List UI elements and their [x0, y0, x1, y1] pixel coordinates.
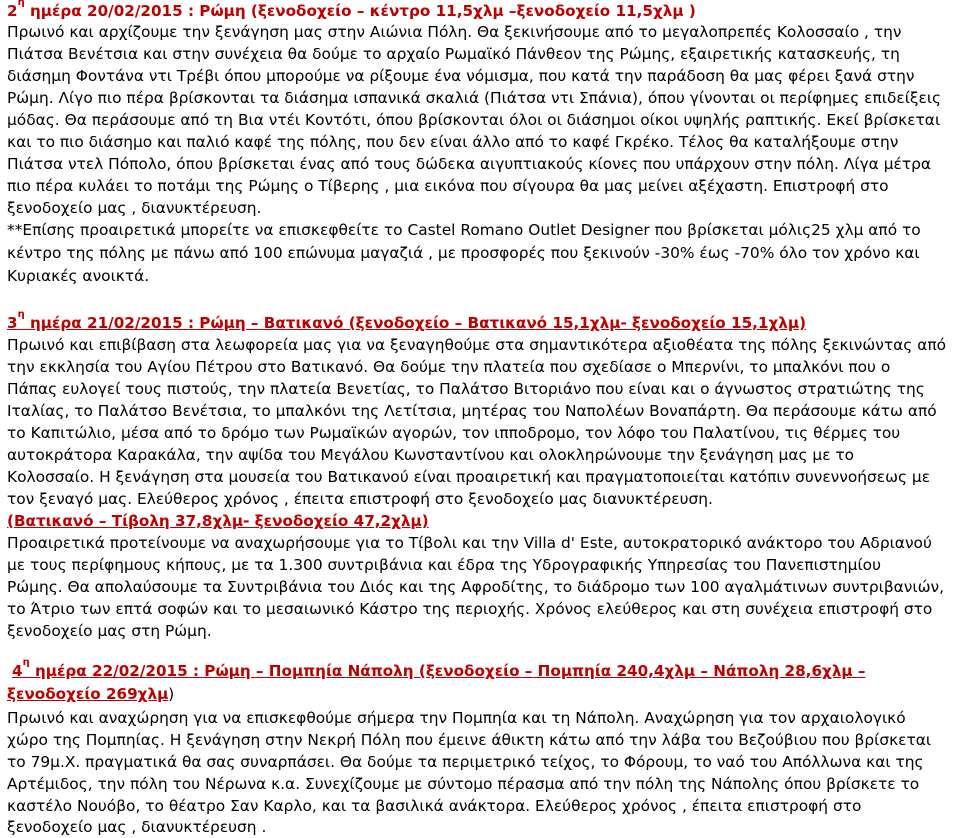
day3-sub-line: με τους περίφημους κήπους, με τα 1.300 συντριβάνια και έδρα της Υδρογραφικής Υπηρεσίας του Πανεπιστημίου [7, 556, 881, 574]
day3-heading [7, 309, 807, 334]
day3-line: τον ξεναγό μας. Ελεύθερος χρόνος , έπειτα επιστροφή στο ξενοδοχείο μας διανυκτέρευση. [7, 490, 713, 508]
day2-line: Πιάτσα Βενέτσια και στην συνέχεια θα δούμε το αρχαίο Ρωμαϊκό Πάνθεον της Ρώμης, εξαιρετικής κατασκευής, τη [7, 45, 900, 63]
day3-sub-line: το Άτριο των επτά σοφών και το μεσαιωνικό Κάστρο της περιοχής. Χρόνος ελεύθερος και στη συνέχεια επιστροφή στο [7, 600, 933, 618]
day2-line: και το πιο διάσημο και παλιό καφέ της πόλης, που δεν είναι άλλο από το καφέ Γκρέκο. Τέλος θα καταλήξουμε στην [7, 133, 899, 151]
day3-line: Ιταλίας, το Παλάτσο Βενέτσια, το μπαλκόνι της Λετίτσια, μητέρας του Ναπολέων Βοναπάρτη. Θα περάσουμε κάτω από [7, 402, 937, 420]
day4-line: Πρωινό και αναχώρηση για να επισκεφθούμε σήμερα την Πομπηία και τη Νάπολη. Αναχώρηση για τον αρχαιολογικό [7, 709, 906, 727]
day2-heading [7, 0, 696, 22]
day4-line: καστέλο Νουόβο, το θέατρο Σαν Καρλο, και τα βασιλικά ανάκτορα. Ελεύθερος χρόνος , έπειτα επιστροφή στο [7, 797, 862, 815]
day4-heading-number: 4 [12, 662, 23, 680]
day3-heading-number: 3 [7, 314, 18, 332]
day3-line: Πάπας ευλογεί τους πιστούς, την πλατεία Βενετίας, το Παλάτσο Βιτοριάνο που είναι και ο άγνωστος στρατιώτης της [7, 380, 925, 398]
day4-heading-sup: η [22, 657, 30, 668]
day3-line: αυτοκράτορα Καρακάλα, την αψίδα του Μεγάλου Κωνσταντίνου και ολοκληρώνουμε την ξενάγηση μας με το [7, 446, 855, 464]
day3-heading-sup: η [17, 309, 25, 320]
day4-line: χώρο της Πομπηίας. Η ξενάγηση στην Νεκρή Πόλη που έμεινε άθικτη κάτω από την λάβα του Βεζούβιου που βρίσκεται [7, 731, 932, 749]
day4-line: Αρτέμιδος, την πόλη του Νέρωνα κ.α. Συνεχίζουμε με σύντομο πέρασμα από την πόλη της Νάπολης όπου βρίσκετε το [7, 775, 920, 793]
day2-note-line: **Επίσης προαιρετικά μπορείτε να επισκεφθείτε το Castel Romano Outlet Designer που βρίσκεται μόλις25 χλμ από το [7, 221, 921, 239]
day4-heading-text: ημέρα 22/02/2015 : Ρώμη – Πομπηία Νάπολη (ξενοδοχείο – Πομπηία 240,4χλμ – Νάπολη 28,6χλμ – [29, 662, 866, 680]
day2-line: διάσημη Φοντάνα ντι Τρέβι όπου μπορούμε να ρίξουμε ένα νόμισμα, που κατά την παράδοση θα μας φέρει ξανά στην [7, 67, 915, 85]
day3-line: το Καπιτώλιο, μέσα από το δρόμο των Ρωμαϊκών αγορών, τον ιπποδρομο, τον λόφο του Παλατίνου, τις θέρμες του [7, 424, 901, 442]
day2-line: ξενοδοχείο μας , διανυκτέρευση. [7, 199, 262, 217]
day2-heading-sup: η [17, 0, 25, 8]
day2-note-line: κέντρο της πόλης με πάνω από 100 επώνυμα μαγαζιά , με προσφορές που ξεκινούν -30% έως -70% όλο τον χρόνο και [7, 244, 920, 262]
day2-line: πιο πέρα κυλάει το ποτάμι της Ρώμης ο Τίβερης , μια εικόνα που σίγουρα θα μας μείνει αξέχαστη. Επιστροφή στο [7, 177, 889, 195]
day4-heading-close: ) [168, 685, 175, 703]
day2-heading-number: 2 [7, 2, 18, 20]
day4-heading [12, 657, 866, 682]
day2-heading-text: ημέρα 20/02/2015 : Ρώμη (ξενοδοχείο – κέντρο 11,5χλμ –ξενοδοχείο 11,5χλμ ) [24, 2, 696, 20]
day4-line: το 79μ.Χ. πραγματικά θα σας συναρπάσει. Θα δούμε τα περιμετρικό τείχος, το Φόρουμ, το ναό του Απόλλωνα και της [7, 753, 924, 771]
day3-heading-text: ημέρα 21/02/2015 : Ρώμη – Βατικανό (ξενοδοχείο – Βατικανό 15,1χλμ- ξενοδοχείο 15,1χλμ) [24, 314, 807, 332]
day4-heading-text2: ξενοδοχείο 269χλμ [7, 685, 169, 703]
day3-line: Κολοσσαίο. Η ξενάγηση στα μουσεία του Βατικανού είναι προαιρετική και πραγματοποιείται κατόπιν συνεννοήσεως με [7, 468, 931, 486]
day2-line: Πιάτσα ντελ Πόπολο, όπου βρίσκεται ένας από τους δώδεκα αιγυπτιακούς κίονες που υπάρχουν στην πόλη. Λίγα μέτρα [7, 155, 932, 173]
day2-note-line: Κυριακές ανοικτά. [7, 267, 150, 285]
day3-line: την εκκλησία του Αγίου Πέτρου στο Βατικανό. Θα δούμε την πλατεία που σχεδίασε ο Μπερνίνι, το μπαλκόνι που ο [7, 358, 891, 376]
day3-sub-line: Ρώμης. Θα απολαύσουμε τα Συντριβάνια του Διός και της Αφροδίτης, το διάδρομο των 100 αγαλμάτινων συντριβανιών, [7, 578, 944, 596]
day2-line: Ρώμη. Λίγο πιο πέρα βρίσκονται τα διάσημα ισπανικά σκαλιά (Πιάτσα ντι Σπάνια), όπου γίνονται οι περίφημες επιδείξεις [7, 89, 942, 107]
day2-line: Πρωινό και αρχίζουμε την ξενάγηση μας στην Αιώνια Πόλη. Θα ξεκινήσουμε από το μεγαλοπρεπές Κολοσσαίο , την [7, 23, 902, 41]
day3-line: Πρωινό και επιβίβαση στα λεωφορεία μας για να ξεναγηθούμε στα σημαντικότερα αξιοθέατα της πόλης ξεκινώντας από [7, 336, 947, 354]
day4-line: ξενοδοχείο μας , διανυκτέρευση . [7, 818, 267, 836]
day3-subheading: (Βατικανό – Τίβολη 37,8χλμ- ξενοδοχείο 47,2χλμ) [7, 512, 429, 530]
day4-heading-cont [7, 683, 174, 705]
day2-line: μόδας. Θα περάσουμε από τη Βια ντέι Κοντότι, όπου βρίσκονται όλοι οι διάσημοι οίκοι υψηλής ραπτικής. Εκεί βρίσκεται [7, 111, 941, 129]
day3-sub-line: Προαιρετικά προτείνουμε να αναχωρήσουμε για το Τίβολι και την Villa d' Este, αυτοκρατορικό ανάκτορο του Αδριανού [7, 534, 932, 552]
day3-sub-line: ξενοδοχείο μας στη Ρώμη. [7, 622, 212, 640]
